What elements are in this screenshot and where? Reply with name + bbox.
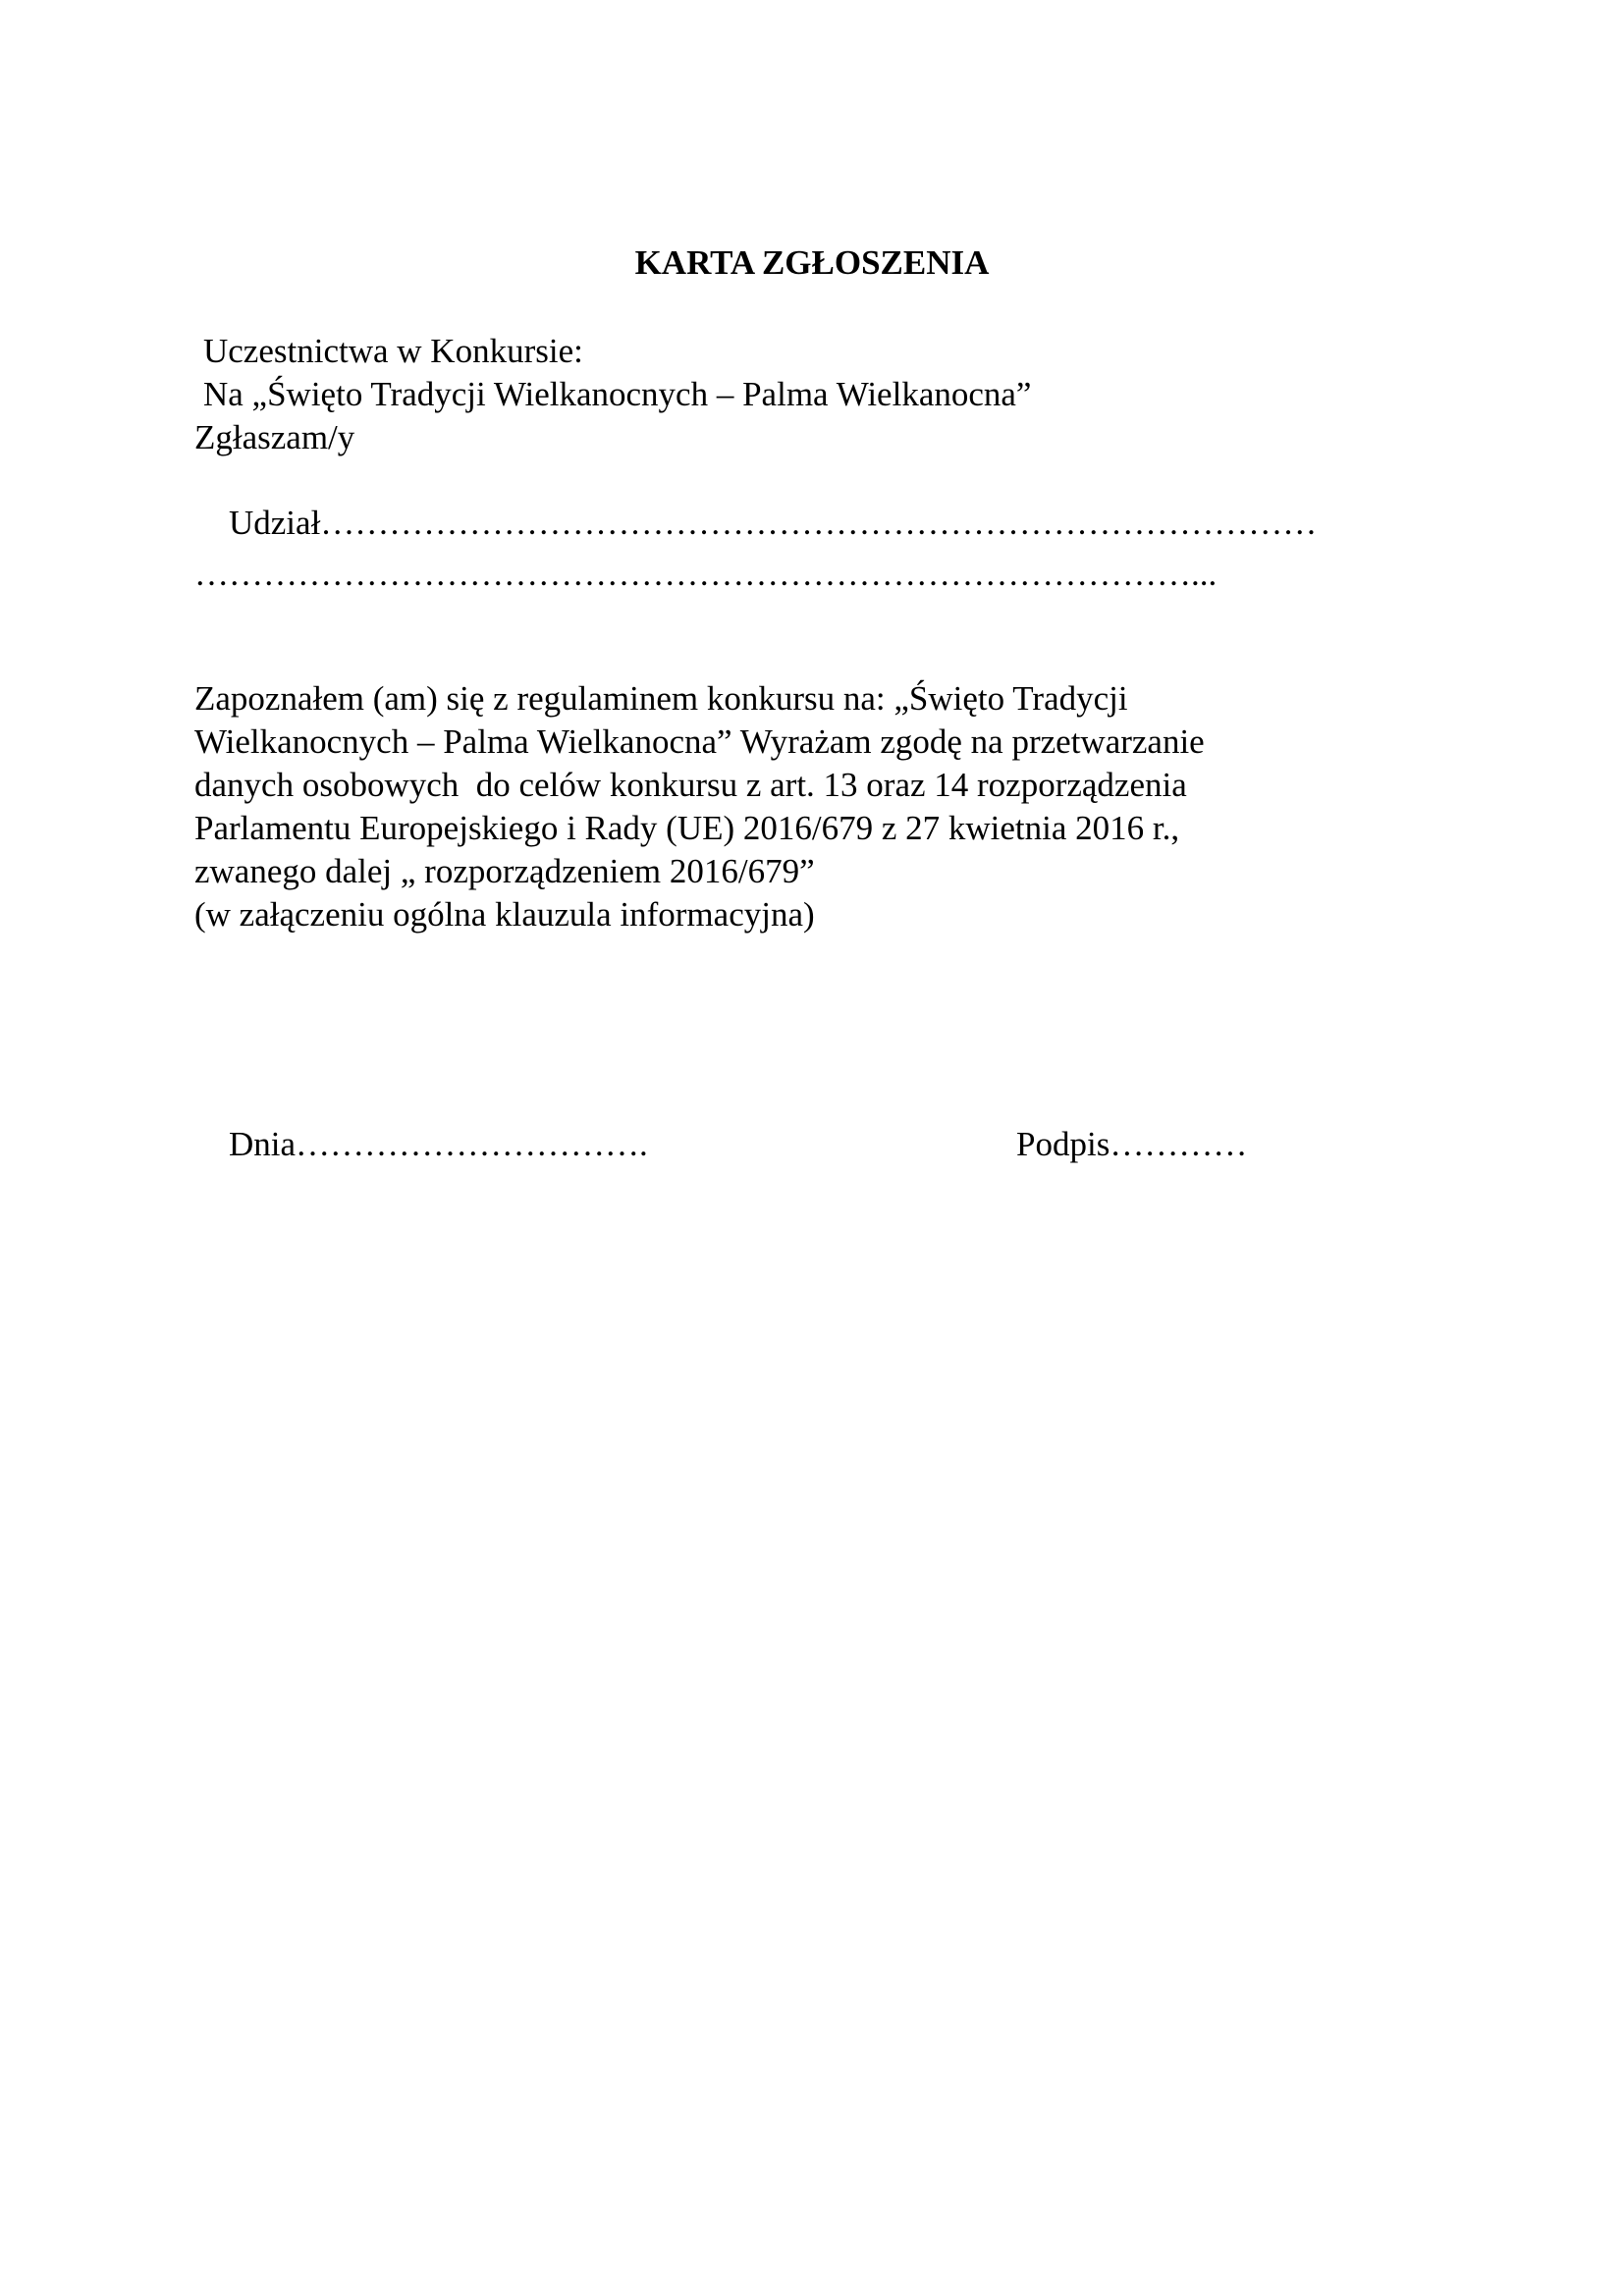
date-field[interactable] (194, 1080, 648, 1209)
signature-fill-line[interactable]: ………… (1110, 1125, 1248, 1163)
participation-label: Udział (229, 504, 321, 542)
consent-paragraph (194, 677, 1471, 936)
consent-line: Parlamentu Europejskiego i Rady (UE) 2016/679 z 27 kwietnia 2016 r., (194, 809, 1180, 847)
intro-line-participation: Uczestnictwa w Konkursie: (203, 332, 583, 370)
intro-line-register: Zgłaszam/y (194, 418, 355, 456)
consent-line: zwanego dalej „ rozporządzeniem 2016/679” (194, 852, 815, 890)
document-title: KARTA ZGŁOSZENIA (634, 243, 990, 282)
intro-line-contest-name: Na „Święto Tradycji Wielkanocnych – Palma Wielkanocna” (203, 375, 1032, 413)
consent-line: (w załączeniu ogólna klauzula informacyjna) (194, 895, 815, 934)
date-label: Dnia (229, 1125, 297, 1163)
consent-line: danych osobowych do celów konkursu z art. 13 oraz 14 rozporządzenia (194, 766, 1187, 804)
consent-line: Wielkanocnych – Palma Wielkanocna” Wyrażam zgodę na przetwarzanie (194, 722, 1205, 761)
signature-label: Podpis (1016, 1125, 1110, 1163)
date-fill-line[interactable]: …………………………. (296, 1125, 648, 1163)
signature-field[interactable] (982, 1080, 1247, 1209)
participation-fill-line-2[interactable]: ……………………………………………………………………………... (194, 555, 1218, 593)
consent-line: Zapoznałem (am) się z regulaminem konkursu na: „Święto Tradycji (194, 679, 1128, 718)
participation-fill-line-1[interactable]: …………………………………………………………………………… (320, 504, 1318, 542)
